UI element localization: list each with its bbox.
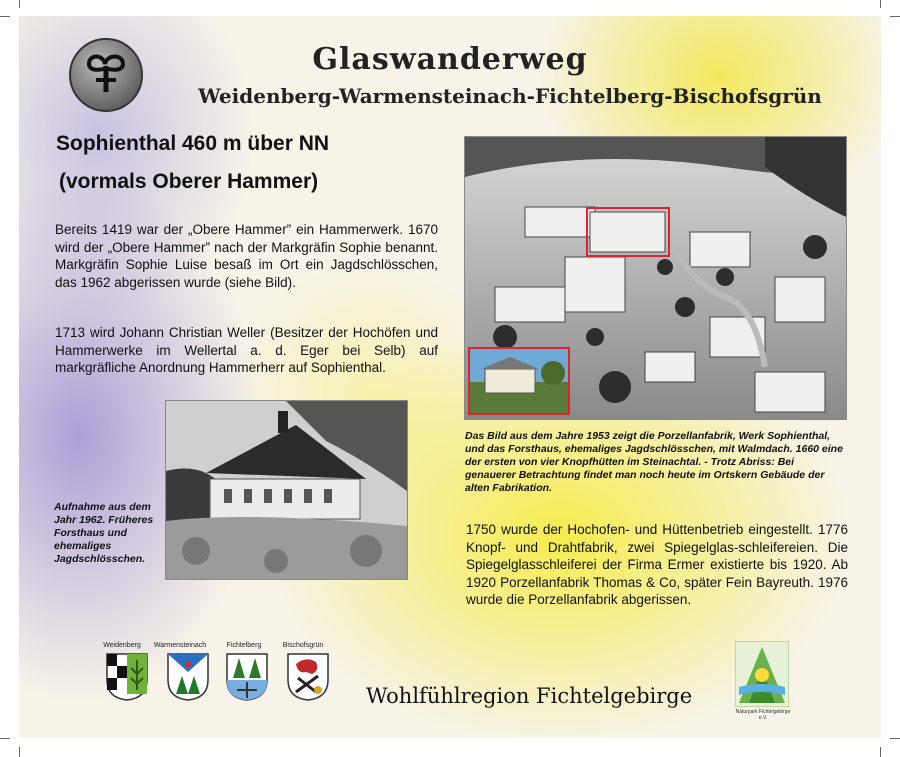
- house-photo-caption: Aufnahme aus dem Jahr 1962. Früheres Forsthaus und ehemaliges Jagdschlösschen.: [54, 501, 154, 565]
- history-paragraph-1: Bereits 1419 war der „Obere Hammer” ein Hammerwerk. 1670 wird der „Obere Hammer” nach der Markgräfin Sophie benannt. Markgräfin Sophie Luise besaß im Ort ein Jagdschlösschen, das 1962 abgerissen wurde (siehe Bild).: [55, 222, 438, 290]
- page-title: Glaswanderweg: [312, 42, 588, 77]
- section-heading: Sophienthal 460 m über NN: [56, 132, 330, 155]
- bischofsgruen-crest-icon: [286, 652, 330, 702]
- crest-label-warmensteinach: Warmensteinach: [153, 642, 207, 649]
- region-slogan: Wohlfühlregion Fichtelgebirge: [366, 684, 693, 708]
- history-paragraph-3: 1750 wurde der Hochofen- und Hüttenbetrieb eingestellt. 1776 Knopf- und Drahtfabrik, zwei Spiegelglas-schleifereien. Die Spiegelglasschleiferei der Firma Ermer existierte bis 1920. Ab 1920 Porzellanfabrik Thomas & Co, später Fein Bayreuth. 1976 wurde die Porzellanfabrik abgerissen.: [466, 522, 848, 607]
- aerial-photo-1953: [464, 136, 847, 420]
- crop-mark: [890, 16, 900, 17]
- crop-mark: [890, 738, 900, 739]
- page-subtitle: Weidenberg-Warmensteinach-Fichtelberg-Bischofsgrün: [198, 84, 822, 108]
- fichtelberg-crest-icon: [225, 652, 269, 702]
- crop-mark: [880, 0, 881, 8]
- crop-mark: [0, 738, 10, 739]
- crop-mark: [19, 747, 20, 757]
- warmensteinach-crest-icon: [166, 652, 210, 702]
- forsthaus-photo-1962: [165, 400, 408, 580]
- naturpark-label: Naturpark Fichtelgebirge e.V.: [735, 709, 791, 721]
- info-board: [19, 16, 881, 738]
- crest-label-bischofsgruen: Bischofsgrün: [282, 642, 324, 649]
- crop-mark: [880, 747, 881, 757]
- section-subheading: (vormals Oberer Hammer): [59, 170, 319, 193]
- weidenberg-crest-icon: [105, 652, 149, 702]
- aerial-photo-caption: Das Bild aus dem Jahre 1953 zeigt die Porzellanfabrik, Werk Sophienthal, und das Forsthaus, ehemaliges Jagdschlösschen, mit Walmdach. 1660 eine der ersten von vier Knopfhütten im Steinachtal. - Trotz Abriss: Bei genauerer Betrachtung findet man noch heute im Ortskern Gebäude der alten Fabrikation.: [465, 430, 843, 494]
- crest-label-fichtelberg: Fichtelberg: [226, 642, 262, 649]
- crop-mark: [0, 16, 10, 17]
- history-paragraph-2: 1713 wird Johann Christian Weller (Besitzer der Hochöfen und Hammerwerke im Wellertal a. d. Eger bei Selb) auf markgräfliche Anordnung Hammerherr auf Sophienthal.: [55, 325, 438, 375]
- crest-label-weidenberg: Weidenberg: [103, 642, 141, 649]
- naturpark-logo-icon: [735, 641, 789, 707]
- forsthaus-inset-photo: [469, 348, 569, 414]
- crop-mark: [19, 0, 20, 8]
